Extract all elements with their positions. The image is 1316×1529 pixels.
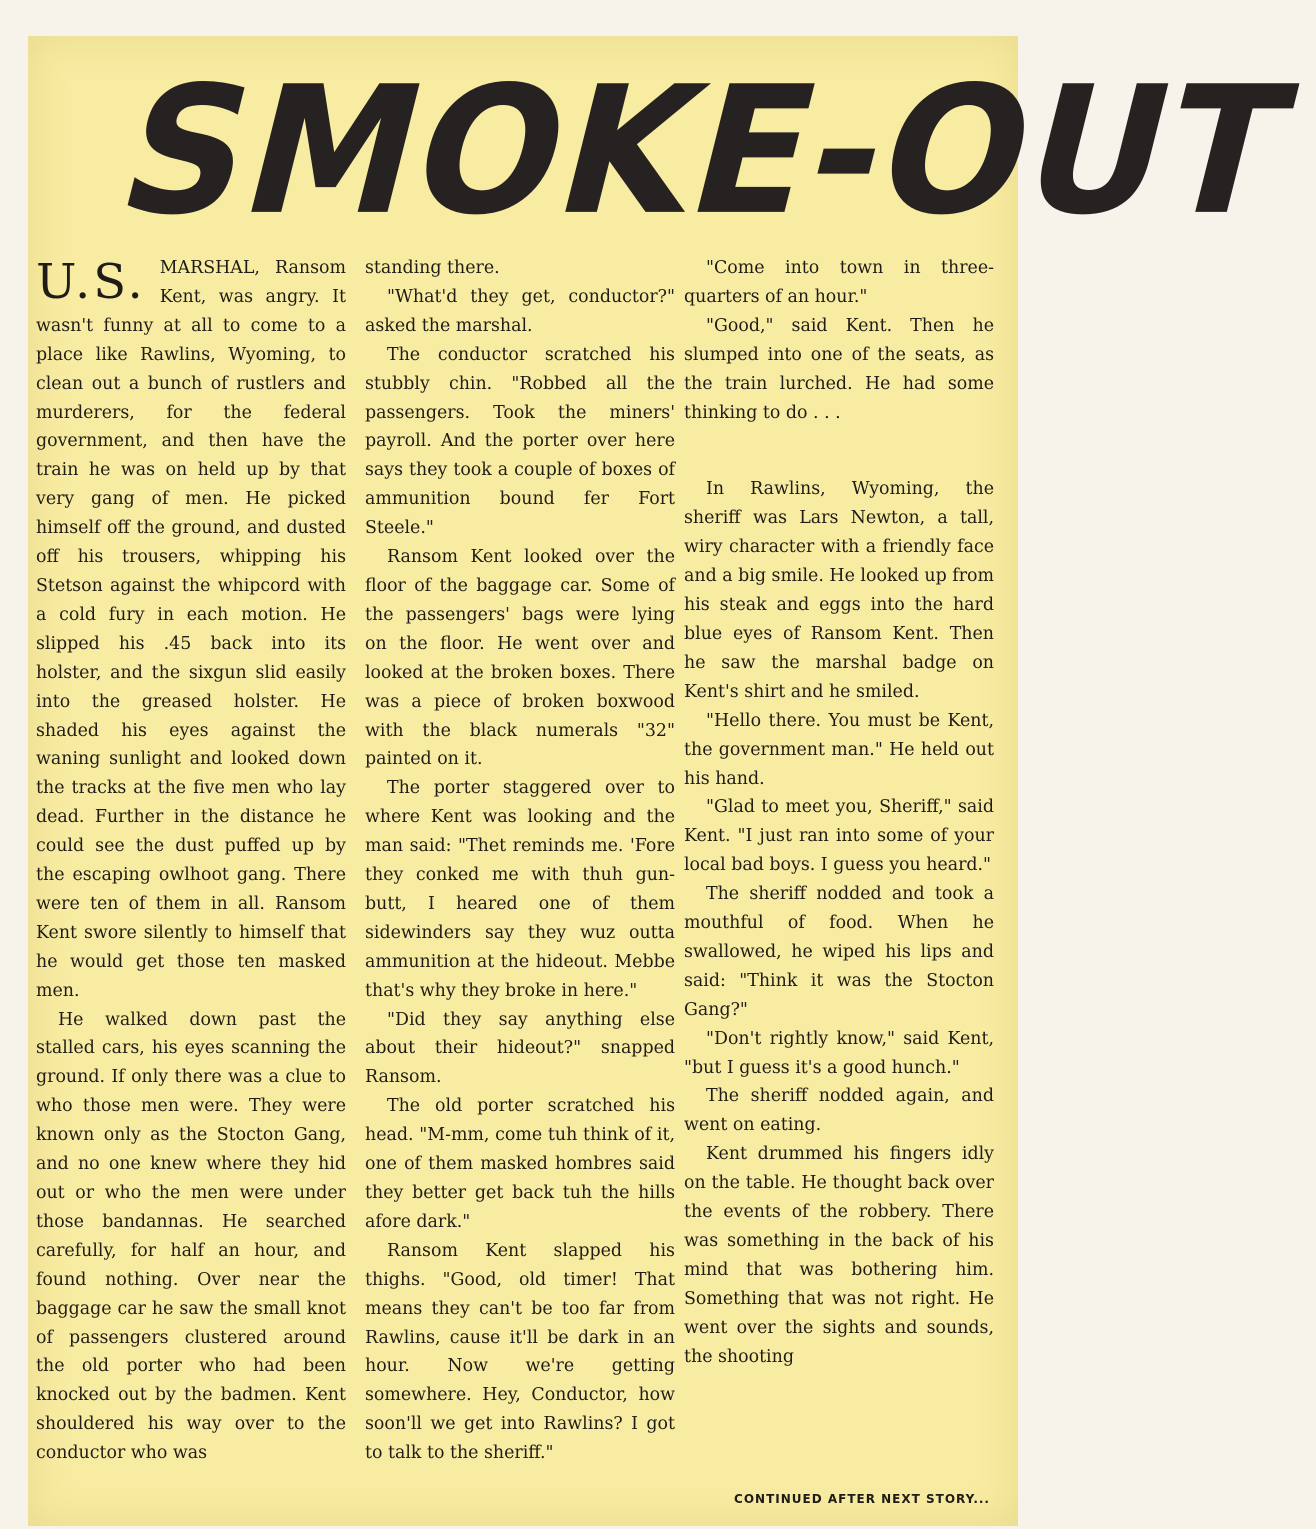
paragraph: Kent drummed his fingers idly on the table. He thought back over the events of the robbery. There was something in the back of his mind that was bothering him. Something that was not right. He went over the sights and sounds, the shooting	[684, 1144, 994, 1367]
paragraph: "Don't rightly know," said Kent, "but I guess it's a good hunch."	[684, 1028, 994, 1078]
paragraph: "Glad to meet you, Sheriff," said Kent. "I just ran into some of your local bad boys. I guess you heard."	[684, 797, 994, 876]
paragraph: "Come into town in three-quarters of an hour."	[684, 258, 994, 307]
paragraph: The conductor scratched his stubbly chin. "Robbed all the passengers. Took the miners' payroll. And the porter over here says they took a couple of boxes of ammunition bound fer Fort Steele."	[365, 344, 675, 539]
paragraph: "Did they say anything else about their hideout?" snapped Ransom.	[365, 1009, 675, 1088]
paragraph: Ransom Kent looked over the floor of the baggage car. Some of the passengers' bags were lying on the floor. He went over and looked at the broken boxes. There was a piece of broken boxwood with the black numerals "32" painted on it.	[365, 547, 675, 770]
story-title: SMOKE-OUT	[102, 48, 1312, 254]
column-2	[365, 254, 675, 1468]
paragraph: The old porter scratched his head. "M-mm, come tuh think of it, one of them masked hombres said they better get back tuh the hills afore dark."	[365, 1096, 675, 1232]
paragraph: He walked down past the stalled cars, his eyes scanning the ground. If only there was a clue to who those men were. They were known only as the Stocton Gang, and no one knew where they hid out or who the men were under those bandannas. He searched carefully, for half an hour, and found nothing. Over near the baggage car he saw the small knot of passengers clustered around the old porter who had been knocked out by the badmen. Kent shouldered his way over to the conductor who was	[36, 1009, 346, 1464]
column-1	[36, 254, 346, 1468]
paragraph: In Rawlins, Wyoming, the sheriff was Lars Newton, a tall, wiry character with a friendly face and a big smile. He looked up from his steak and eggs into the hard blue eyes of Ransom Kent. Then he saw the marshal badge on Kent's shirt and he smiled.	[684, 479, 994, 702]
paragraph: standing there.	[365, 258, 500, 278]
paragraph: The sheriff nodded and took a mouthful of food. When he swallowed, he wiped his lips and said: "Think it was the Stocton Gang?"	[684, 884, 994, 1020]
story-page	[28, 36, 1312, 1526]
paragraph	[36, 254, 346, 1006]
paragraph: "Hello there. You must be Kent, the government man." He held out his hand.	[684, 710, 994, 789]
column-3	[684, 254, 994, 1372]
drop-cap: U.S.	[36, 254, 146, 310]
paragraph-text: MARSHAL, Ransom Kent, was angry. It wasn't funny at all to come to a place like Rawlins, Wyoming, to clean out a bunch of rustlers and murderers, for the federal government, and then have the train he was on held up by that very gang of men. He picked himself off the ground, and dusted off his trousers, whipping his Stetson against the whipcord with a cold fury in each motion. He slipped his .45 back into its holster, and the sixgun slid easily into the greased holster. He shaded his eyes against the waning sunlight and looked down the tracks at the five men who lay dead. Further in the distance he could see the dust puffed up by the escaping owlhoot gang. There were ten of them in all. Ransom Kent swore silently to himself that he would get those ten masked men.	[36, 258, 346, 1001]
paragraph: The porter staggered over to where Kent was looking and the man said: "Thet reminds me. 'Fore they conked me with thuh gun-butt, I heared one of them sidewinders say they wuz outta ammunition at the hideout. Mebbe that's why they broke in here."	[365, 778, 675, 1001]
paragraph: "Good," said Kent. Then he slumped into one of the seats, as the train lurched. He had some thinking to do . . .	[684, 315, 994, 423]
paragraph: The sheriff nodded again, and went on eating.	[684, 1086, 994, 1136]
paragraph: "What'd they get, conductor?" asked the marshal.	[365, 286, 675, 336]
paragraph: Ransom Kent slapped his thighs. "Good, old timer! That means they can't be too far from Rawlins, cause it'll be dark in an hour. Now we're getting somewhere. Hey, Conductor, how soon'll we get into Rawlins? I got to talk to the sheriff."	[365, 1240, 675, 1464]
section-break	[684, 427, 994, 475]
continued-note: CONTINUED AFTER NEXT STORY...	[734, 1492, 990, 1506]
